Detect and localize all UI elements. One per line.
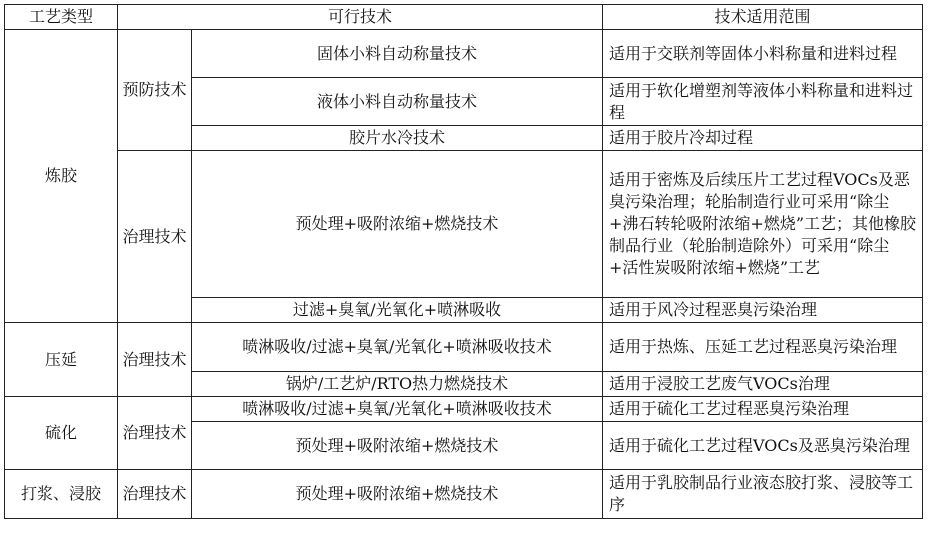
header-scope: 技术适用范围 <box>603 5 923 30</box>
category-cell: 预防技术 <box>118 30 192 151</box>
scope-cell: 适用于密炼及后续压片工艺过程VOCs及恶臭污染治理；轮胎制造行业可采用“除尘+沸石转轮吸附浓缩+燃烧”工艺；其他橡胶制品行业（轮胎制造除外）可采用“除尘+活性炭吸附浓缩+燃烧”工艺 <box>603 151 923 298</box>
process-cell: 炼胶 <box>5 30 118 323</box>
scope-cell: 适用于硫化工艺过程恶臭污染治理 <box>603 397 923 422</box>
tech-cell: 喷淋吸收/过滤+臭氧/光氧化+喷淋吸收技术 <box>192 323 603 372</box>
scope-cell: 适用于乳胶制品行业液态胶打浆、浸胶等工序 <box>603 470 923 519</box>
tech-cell: 胶片水冷技术 <box>192 126 603 151</box>
table-row <box>5 397 923 422</box>
tech-cell: 锅炉/工艺炉/RTO热力燃烧技术 <box>192 372 603 397</box>
tech-cell: 液体小料自动称量技术 <box>192 78 603 126</box>
table-row <box>5 30 923 78</box>
category-cell: 治理技术 <box>118 151 192 323</box>
table-container <box>4 4 923 519</box>
scope-cell: 适用于风冷过程恶臭污染治理 <box>603 298 923 323</box>
table-row <box>5 151 923 298</box>
scope-cell: 适用于交联剂等固体小料称量和进料过程 <box>603 30 923 78</box>
process-cell: 硫化 <box>5 397 118 470</box>
scope-cell: 适用于热炼、压延工艺过程恶臭污染治理 <box>603 323 923 372</box>
tech-cell: 预处理+吸附浓缩+燃烧技术 <box>192 470 603 519</box>
tech-cell: 预处理+吸附浓缩+燃烧技术 <box>192 422 603 470</box>
table-row <box>5 323 923 372</box>
scope-cell: 适用于软化增塑剂等液体小料称量和进料过程 <box>603 78 923 126</box>
tech-cell: 过滤+臭氧/光氧化+喷淋吸收 <box>192 298 603 323</box>
category-cell: 治理技术 <box>118 397 192 470</box>
header-process-type: 工艺类型 <box>5 5 118 30</box>
process-cell: 打浆、浸胶 <box>5 470 118 519</box>
process-cell: 压延 <box>5 323 118 397</box>
scope-cell: 适用于胶片冷却过程 <box>603 126 923 151</box>
category-cell: 治理技术 <box>118 323 192 397</box>
scope-cell: 适用于浸胶工艺废气VOCs治理 <box>603 372 923 397</box>
header-row <box>5 5 923 30</box>
tech-cell: 喷淋吸收/过滤+臭氧/光氧化+喷淋吸收技术 <box>192 397 603 422</box>
tech-cell: 预处理+吸附浓缩+燃烧技术 <box>192 151 603 298</box>
header-feasible-tech: 可行技术 <box>118 5 603 30</box>
table-row <box>5 470 923 519</box>
category-cell: 治理技术 <box>118 470 192 519</box>
tech-cell: 固体小料自动称量技术 <box>192 30 603 78</box>
feasible-technology-table <box>4 4 923 519</box>
scope-cell: 适用于硫化工艺过程VOCs及恶臭污染治理 <box>603 422 923 470</box>
